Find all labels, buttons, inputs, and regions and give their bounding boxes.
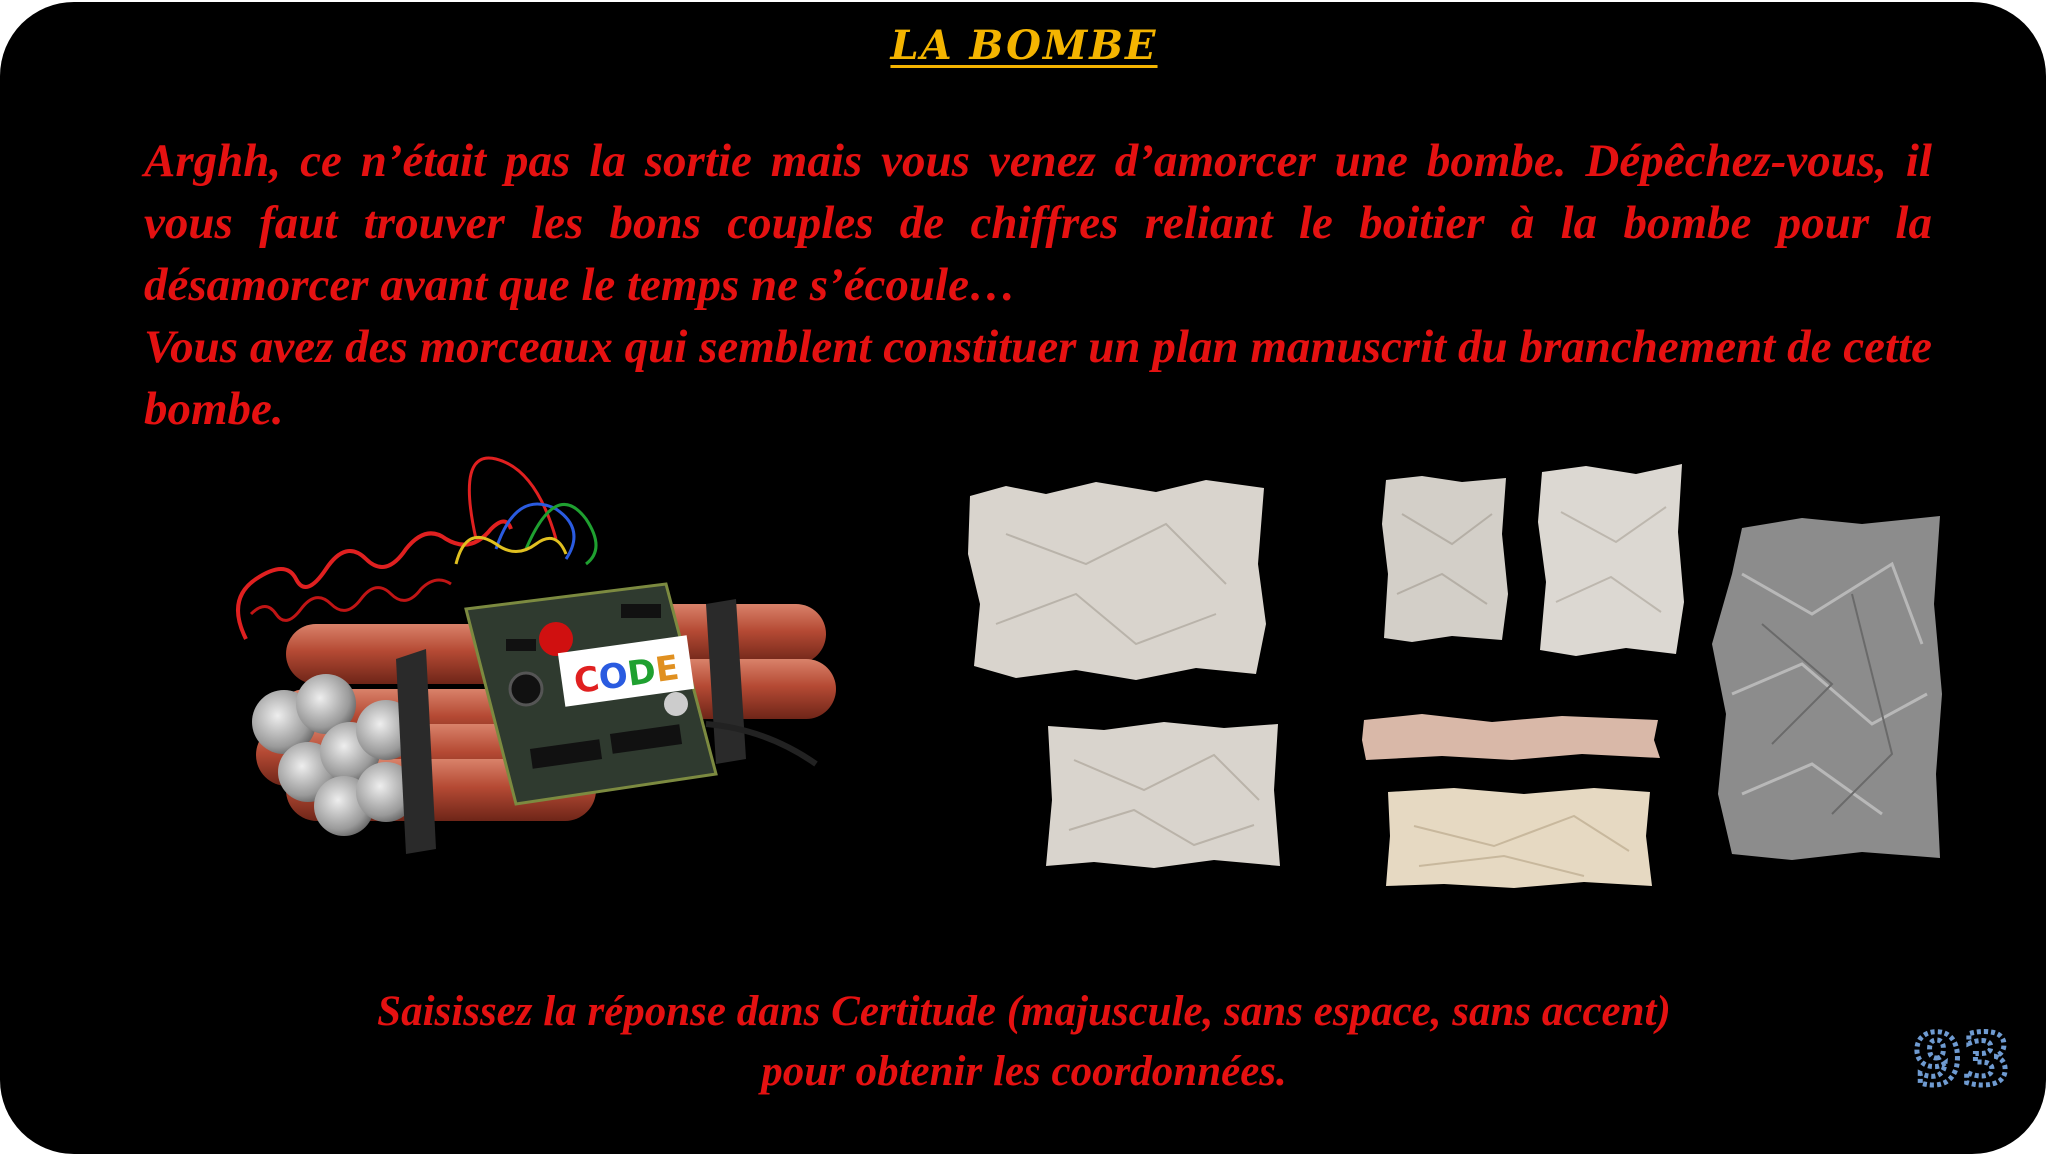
dynamite-bomb-icon: [226, 454, 846, 864]
story-paragraph-1: Arghh, ce n’était pas la sortie mais vous venez d’amorcer une bombe. Dépêchez-vous, il vous faut trouver les bons couples de chiffres reliant le boitier à la bombe pour la désamorcer avant que le temps ne s’écoule…: [144, 135, 1932, 311]
story-text: [144, 130, 1932, 440]
paper-piece-3: [1536, 462, 1686, 658]
paper-piece-7: [1384, 786, 1654, 890]
page-number-badge: [1910, 1020, 2014, 1096]
page-number: 93: [1913, 1020, 2011, 1096]
story-paragraph-2: Vous avez des morceaux qui semblent constituer un plan manuscrit du branchement de cette bombe.: [144, 321, 1932, 435]
svg-text:CODE: CODE: [571, 647, 682, 703]
answer-instructions-line-2: pour obtenir les coordonnées.: [761, 1048, 1287, 1095]
page-title: LA BOMBE: [890, 22, 1158, 69]
paper-piece-5: [1044, 720, 1282, 870]
answer-instructions: [0, 982, 2048, 1102]
paper-piece-1: [966, 474, 1270, 684]
paper-piece-4: [1712, 514, 1944, 862]
paper-piece-6: [1362, 712, 1662, 762]
answer-instructions-line-1: Saisissez la réponse dans Certitude (majuscule, sans espace, sans accent): [377, 988, 1671, 1035]
paper-piece-2: [1382, 474, 1510, 644]
